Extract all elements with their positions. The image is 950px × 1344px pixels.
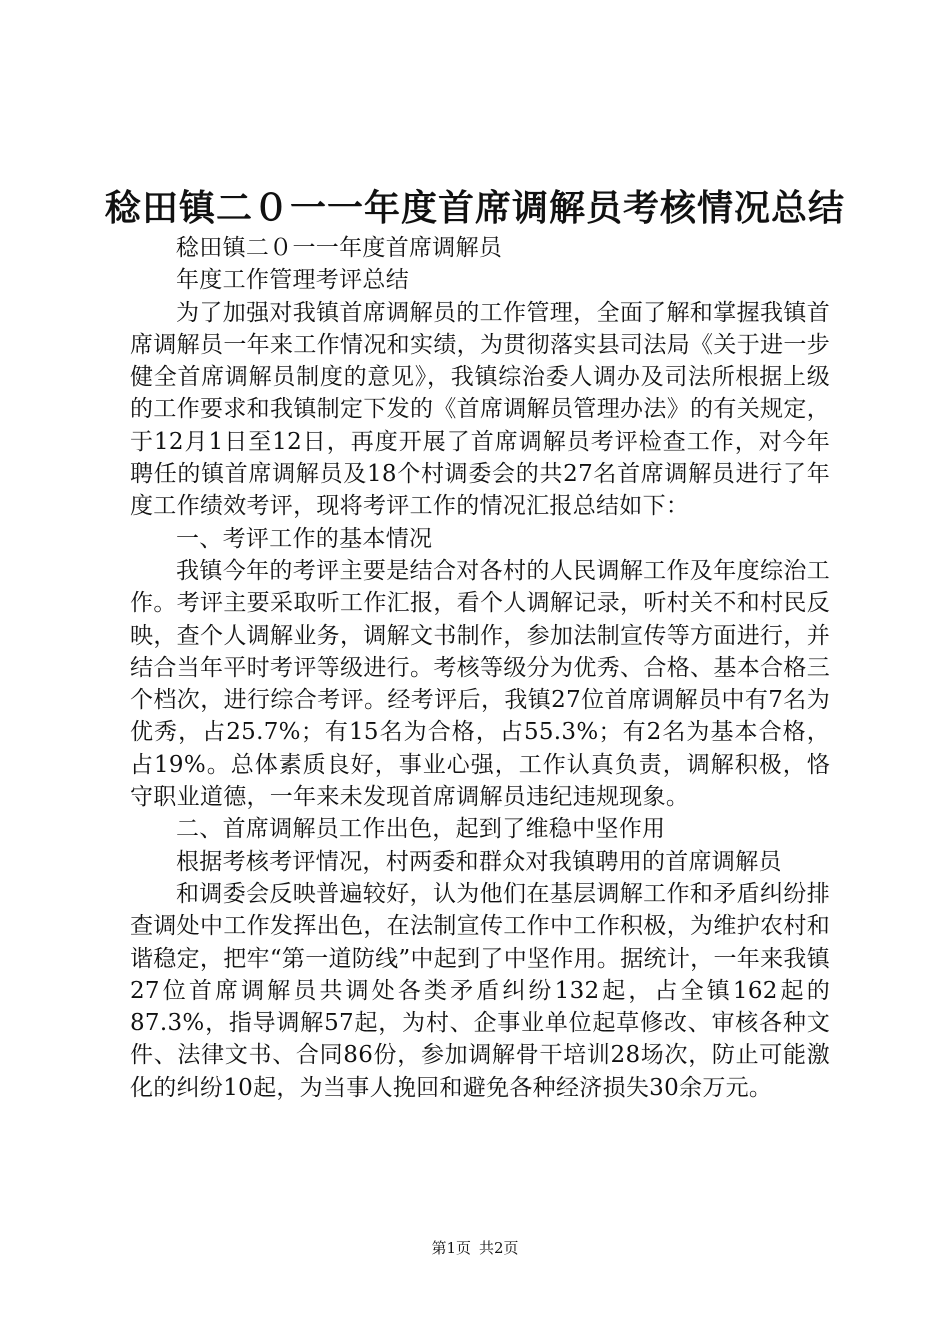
page-footer [0,1238,950,1258]
document-title: 稔田镇二０一一年度首席调解员考核情况总结 [104,188,845,229]
paragraph-section-2a: 根据考核考评情况，村两委和群众对我镇聘用的首席调解员 [176,848,782,875]
paragraph-subtitle-1: 稔田镇二０一一年度首席调解员 [176,235,503,261]
paragraph-section-1: 我镇今年的考评主要是结合对各村的人民调解工作及年度综治工作。考评主要采取听工作汇报，看个人调解记录，听村关不和村民反映，查个人调解业务，调解文书制作，参加法制宣传等方面进行，并结合当年平时考评等级进行。考核等级分为优秀、合格、基本合格三个档次，进行综合考评。经考评后，我镇27位首席调解员中有7名为优秀，占25.7%；有15名为合格，占55.3%；有2名为基本合格，占19%。总体素质良好，事业心强，工作认真负责，调解积极，恪守职业道德，一年来未发现首席调解员违纪违规现象。 [130,557,830,811]
section-heading-2: 二、首席调解员工作出色，起到了维稳中坚作用 [176,816,666,843]
page-number: 第1页 [431,1239,471,1257]
section-heading-1: 一、考评工作的基本情况 [176,525,433,552]
document-body [130,232,830,1104]
paragraph-subtitle-2: 年度工作管理考评总结 [176,267,409,294]
page-total: 共2页 [479,1239,519,1257]
paragraph-intro: 为了加强对我镇首席调解员的工作管理，全面了解和掌握我镇首席调解员一年来工作情况和实绩，为贯彻落实县司法局《关于进一步健全首席调解员制度的意见》，我镇综治委人调办及司法所根据上级的工作要求和我镇制定下发的《首席调解员管理办法》的有关规定，于12月1日至12日，再度开展了首席调解员考评检查工作，对今年聘任的镇首席调解员及18个村调委会的共27名首席调解员进行了年度工作绩效考评，现将考评工作的情况汇报总结如下： [130,299,830,520]
paragraph-section-2b: 和调委会反映普遍较好，认为他们在基层调解工作和矛盾纠纷排查调处中工作发挥出色，在法制宣传工作中工作积极，为维护农村和谐稳定，把牢“第一道防线”中起到了中坚作用。据统计，一年来我镇27位首席调解员共调处各类矛盾纠纷132起，占全镇162起的87.3%，指导调解57起，为村、企事业单位起草修改、审核各种文件、法律文书、合同86份，参加调解骨干培训28场次，防止可能激化的纠纷10起，为当事人挽回和避免各种经济损失30余万元。 [130,880,830,1101]
